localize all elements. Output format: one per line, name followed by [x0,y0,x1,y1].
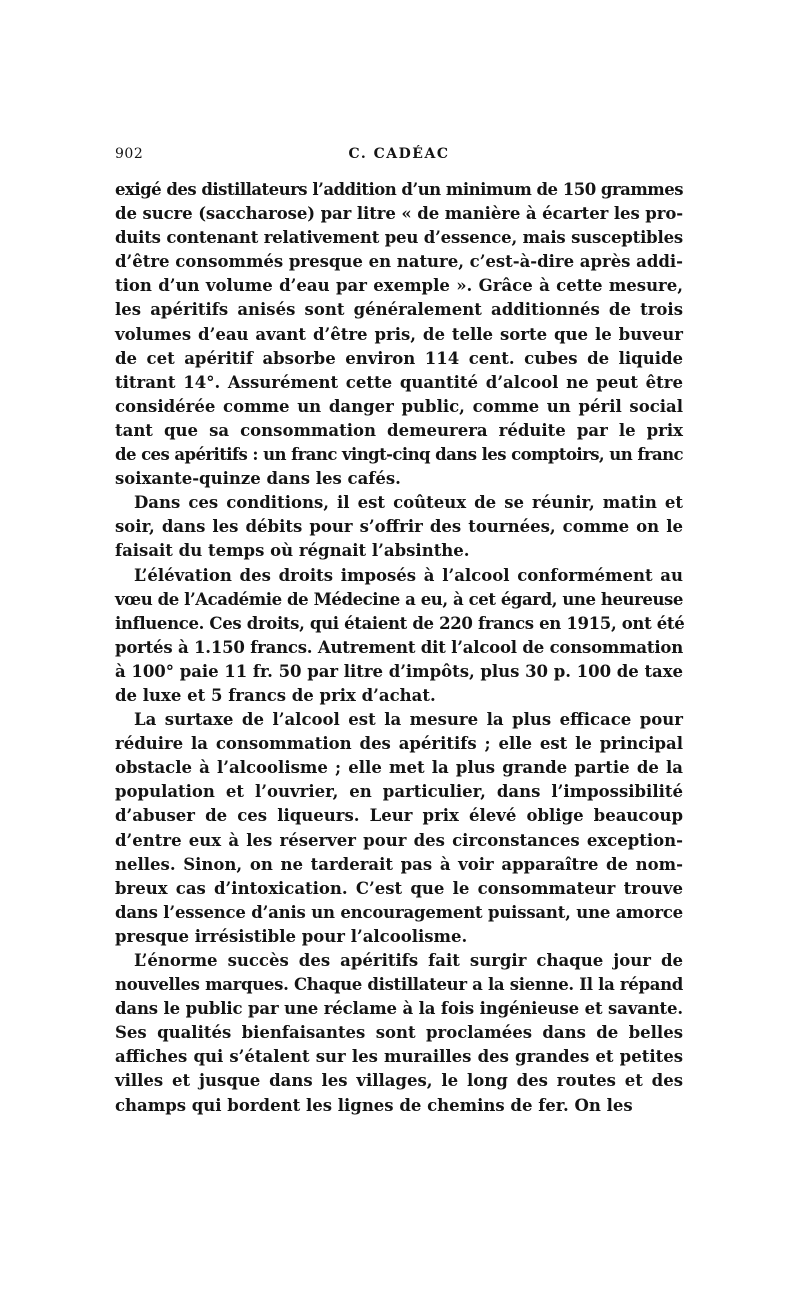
text-line: portés à 1.150 francs. Autrement dit l’alcool de consommation [115,637,683,657]
text-line: d’abuser de ces liqueurs. Leur prix élevé oblige beaucoup [115,806,683,826]
text-line: presque irrésistible pour l’alcoolisme. [115,926,468,946]
text-line: tant que sa consommation demeurera réduite par le prix [115,420,683,440]
text-line: vœu de l’Académie de Médecine a eu, à cet égard, une heureuse [115,589,683,609]
text-line: obstacle à l’alcoolisme ; elle met la plus grande partie de la [115,758,683,778]
text-line: L’élévation des droits imposés à l’alcool conformément au [134,565,683,585]
text-line: villes et jusque dans les villages, le long des routes et des [115,1071,683,1091]
text-line: nelles. Sinon, on ne tarderait pas à voir apparaître de nom- [115,854,683,874]
text-line: Dans ces conditions, il est coûteux de se réunir, matin et [134,493,683,513]
text-line: tion d’un volume d’eau par exemple ». Grâce à cette mesure, [115,276,683,296]
text-line: duits contenant relativement peu d’essence, mais susceptibles [115,228,683,248]
text-line: Ses qualités bienfaisantes sont proclamées dans de belles [115,1023,683,1043]
body-text [115,178,683,1118]
paragraph [115,564,683,709]
paragraph [115,178,683,491]
text-line: La surtaxe de l’alcool est la mesure la plus efficace pour [134,710,683,730]
text-line: soixante-quinze dans les cafés. [115,469,401,489]
text-line: de ces apéritifs : un franc vingt-cinq dans les comptoirs, un franc [115,445,683,465]
text-line: d’entre eux à les réserver pour des circonstances exception- [115,830,683,850]
running-head-author: C. CADÉAC [348,146,450,162]
paragraph [115,949,683,1118]
text-line: soir, dans les débits pour s’offrir des tournées, comme on le [115,517,683,537]
text-line: considérée comme un danger public, comme un péril social [115,396,683,416]
text-line: breux cas d’intoxication. C’est que le consommateur trouve [115,878,683,898]
text-line: de luxe et 5 francs de prix d’achat. [115,685,436,705]
text-line: population et l’ouvrier, en particulier, dans l’impossibilité [115,782,683,802]
text-line: d’être consommés presque en nature, c’est-à-dire après addi- [115,252,683,272]
text-line: L’énorme succès des apéritifs fait surgir chaque jour de [134,951,683,970]
text-line: volumes d’eau avant d’être pris, de telle sorte que le buveur [115,324,683,344]
text-line: faisait du temps où régnait l’absinthe. [115,541,470,561]
text-line: exigé des distillateurs l’addition d’un minimum de 150 grammes [115,180,683,199]
text-line: titrant 14°. Assurément cette quantité d’alcool ne peut être [115,372,683,392]
page-header [115,146,683,170]
text-line: les apéritifs anisés sont généralement additionnés de trois [115,300,683,320]
text-line: de cet apéritif absorbe environ 114 cent. cubes de liquide [115,348,683,368]
text-line: dans le public par une réclame à la fois ingénieuse et savante. [115,999,683,1019]
page-number: 902 [115,146,144,162]
text-line: affiches qui s’étalent sur les murailles des grandes et petites [115,1047,683,1067]
text-line: dans l’essence d’anis un encouragement puissant, une amorce [115,902,683,922]
paragraph [115,491,683,563]
paragraph [115,708,683,949]
text-line: influence. Ces droits, qui étaient de 220 francs en 1915, ont été [115,613,685,633]
text-line: nouvelles marques. Chaque distillateur a la sienne. Il la répand [115,975,683,995]
text-line: réduire la consommation des apéritifs ; elle est le principal [115,734,683,754]
text-line: à 100° paie 11 fr. 50 par litre d’impôts, plus 30 p. 100 de taxe [115,661,683,681]
text-line: de sucre (saccharose) par litre « de manière à écarter les pro- [115,204,683,224]
text-line: champs qui bordent les lignes de chemins de fer. On les [115,1095,633,1115]
